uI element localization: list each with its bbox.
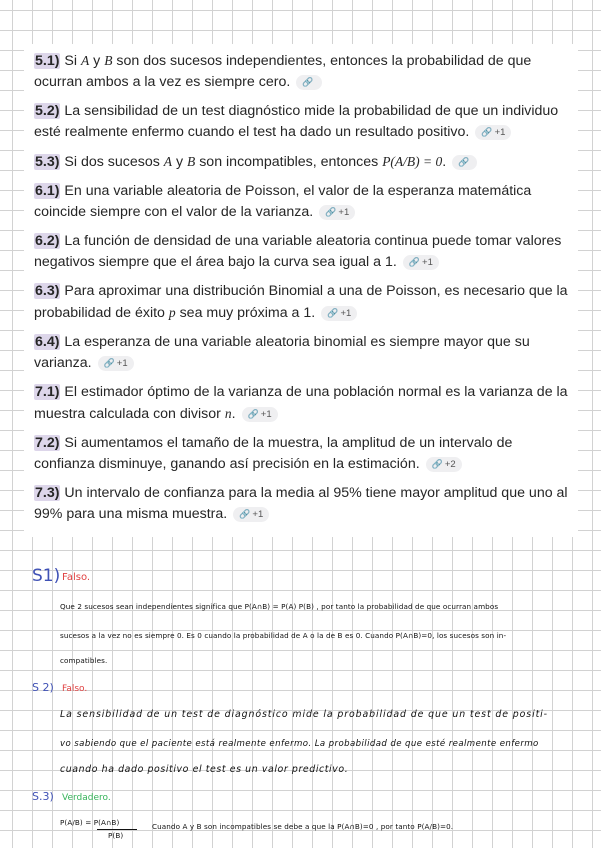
note-line-s1-3: compatibles.: [60, 656, 108, 665]
question-number: 5.3): [35, 154, 60, 170]
math-symbol: p: [168, 305, 176, 320]
note-line-s2-2: vo sabiendo que el paciente está realmente enfermo. La probabilidad de que esté realmente enfermo: [60, 739, 539, 749]
question-item: [34, 483, 568, 525]
question-number: 5.2): [35, 103, 60, 119]
link-icon: 🔗: [481, 127, 493, 137]
link-chip-count: +1: [116, 358, 128, 369]
link-chip-count: +1: [422, 257, 433, 268]
link-chip[interactable]: [296, 75, 321, 90]
question-number: 5.1): [35, 53, 60, 69]
link-chip[interactable]: [242, 407, 278, 422]
question-item: [34, 181, 568, 223]
question-number: 6.1): [35, 183, 60, 199]
question-item: [34, 332, 568, 374]
note-line-s1-1: Que 2 sucesos sean independientes significa que P(A∩B) = P(A) P(B) , por tanto la probabilidad de que ocurran ambos: [60, 602, 499, 611]
math-symbol: B: [187, 154, 196, 169]
link-chip-count: +1: [338, 207, 350, 218]
link-chip[interactable]: [321, 306, 357, 321]
link-icon: 🔗: [247, 409, 259, 419]
question-number: 6.4): [35, 334, 60, 350]
question-text: .: [231, 406, 236, 422]
link-icon: 🔗: [239, 509, 251, 519]
note-line-s2-3: cuando ha dado positivo el test es un valor predictivo.: [60, 764, 349, 775]
question-text: Si aumentamos el tamaño de la muestra, la amplitud de un intervalo de confianza disminuye, ganando así precisión en la estimación.: [34, 435, 513, 472]
math-symbol: A: [163, 154, 173, 169]
math-symbol: A: [80, 53, 90, 68]
link-icon: 🔗: [327, 308, 339, 318]
note-verdict-s1: Falso.: [62, 572, 91, 583]
question-text: La sensibilidad de un test diagnóstico mide la probabilidad de que un individuo esté realmente enfermo cuando el test ha dado un resultado positivo.: [34, 103, 559, 140]
question-text: Para aproximar una distribución Binomial a una de Poisson, es necesario que la probabilidad de éxito: [34, 283, 568, 321]
link-chip-count: +1: [494, 127, 506, 138]
note-label-s1: S1): [32, 566, 61, 586]
note-formula-s3-bar: [97, 829, 137, 830]
question-text: Un intervalo de confianza para la media al 95% tiene mayor amplitud que uno al 99% para una misma muestra.: [34, 485, 568, 522]
question-item: [34, 382, 568, 425]
question-item: [34, 50, 568, 93]
question-text: Si: [64, 53, 81, 69]
note-formula-s3-bottom: P(B): [108, 831, 124, 840]
question-item: [34, 433, 568, 475]
question-item: [34, 231, 568, 273]
question-item: [34, 281, 568, 324]
note-verdict-s3: Verdadero.: [62, 793, 111, 803]
link-icon: 🔗: [458, 157, 470, 167]
question-number: 7.2): [35, 435, 60, 451]
question-number: 6.3): [35, 283, 60, 299]
note-label-s3: S.3): [32, 790, 54, 803]
note-line-s1-2: sucesos a la vez no es siempre 0. Es 0 cuando la probabilidad de A o la de B es 0. Cuando P(A∩B)=0, los sucesos son in-: [60, 631, 507, 640]
question-text: La esperanza de una variable aleatoria binomial es siempre mayor que su varianza.: [34, 334, 530, 371]
questions-block: [24, 44, 578, 537]
question-text: .: [442, 154, 447, 170]
link-chip-count: +1: [252, 509, 264, 520]
link-chip[interactable]: [475, 125, 511, 140]
question-text: y: [89, 53, 105, 69]
question-text: En una variable aleatoria de Poisson, el valor de la esperanza matemática coincide siempre con el valor de la varianza.: [34, 183, 532, 220]
question-number: 7.1): [35, 384, 60, 400]
note-label-s2: S 2): [32, 681, 54, 694]
note-verdict-s2: Falso.: [62, 684, 88, 694]
question-text: La función de densidad de una variable aleatoria continua puede tomar valores negativos siempre que el área bajo la curva sea igual a 1.: [34, 233, 562, 270]
question-text: Si dos sucesos: [64, 154, 164, 170]
question-number: 6.2): [35, 233, 60, 249]
question-text: son dos sucesos independientes, entonces la probabilidad de que ocurran ambos a la vez es siempre cero.: [34, 53, 532, 90]
math-symbol: B: [104, 53, 113, 68]
link-chip[interactable]: [452, 155, 477, 170]
question-text: El estimador óptimo de la varianza de una población normal es la varianza de la muestra calculada con divisor: [34, 384, 568, 422]
link-icon: 🔗: [408, 257, 421, 267]
link-icon: 🔗: [302, 77, 314, 87]
link-chip-count: +2: [444, 459, 456, 470]
link-chip[interactable]: [98, 356, 134, 371]
question-item: [34, 151, 568, 173]
question-text: sea muy próxima a 1.: [175, 305, 316, 321]
question-text: son incompatibles, entonces: [195, 154, 383, 170]
question-text: y: [172, 154, 188, 170]
link-chip[interactable]: [403, 255, 439, 270]
question-number: 7.3): [35, 485, 60, 501]
link-icon: 🔗: [325, 207, 337, 217]
note-formula-s3-top: P(A/B) = P(A∩B): [60, 818, 120, 827]
math-symbol: n: [224, 406, 232, 421]
link-icon: 🔗: [103, 358, 115, 368]
link-icon: 🔗: [431, 459, 443, 469]
link-chip-count: +1: [260, 409, 272, 420]
note-line-s2-1: La sensibilidad de un test de diagnóstico mide la probabilidad de que un test de positi-: [60, 709, 548, 720]
math-symbol: P(A/B) = 0: [382, 154, 443, 169]
link-chip[interactable]: [233, 507, 269, 522]
question-item: [34, 101, 568, 143]
link-chip-count: +1: [340, 308, 352, 319]
link-chip[interactable]: [319, 205, 355, 220]
link-chip[interactable]: [426, 457, 462, 472]
note-line-s3-1: Cuando A y B son incompatibles se debe a que la P(A∩B)=0 , por tanto P(A/B)=0.: [152, 822, 454, 831]
